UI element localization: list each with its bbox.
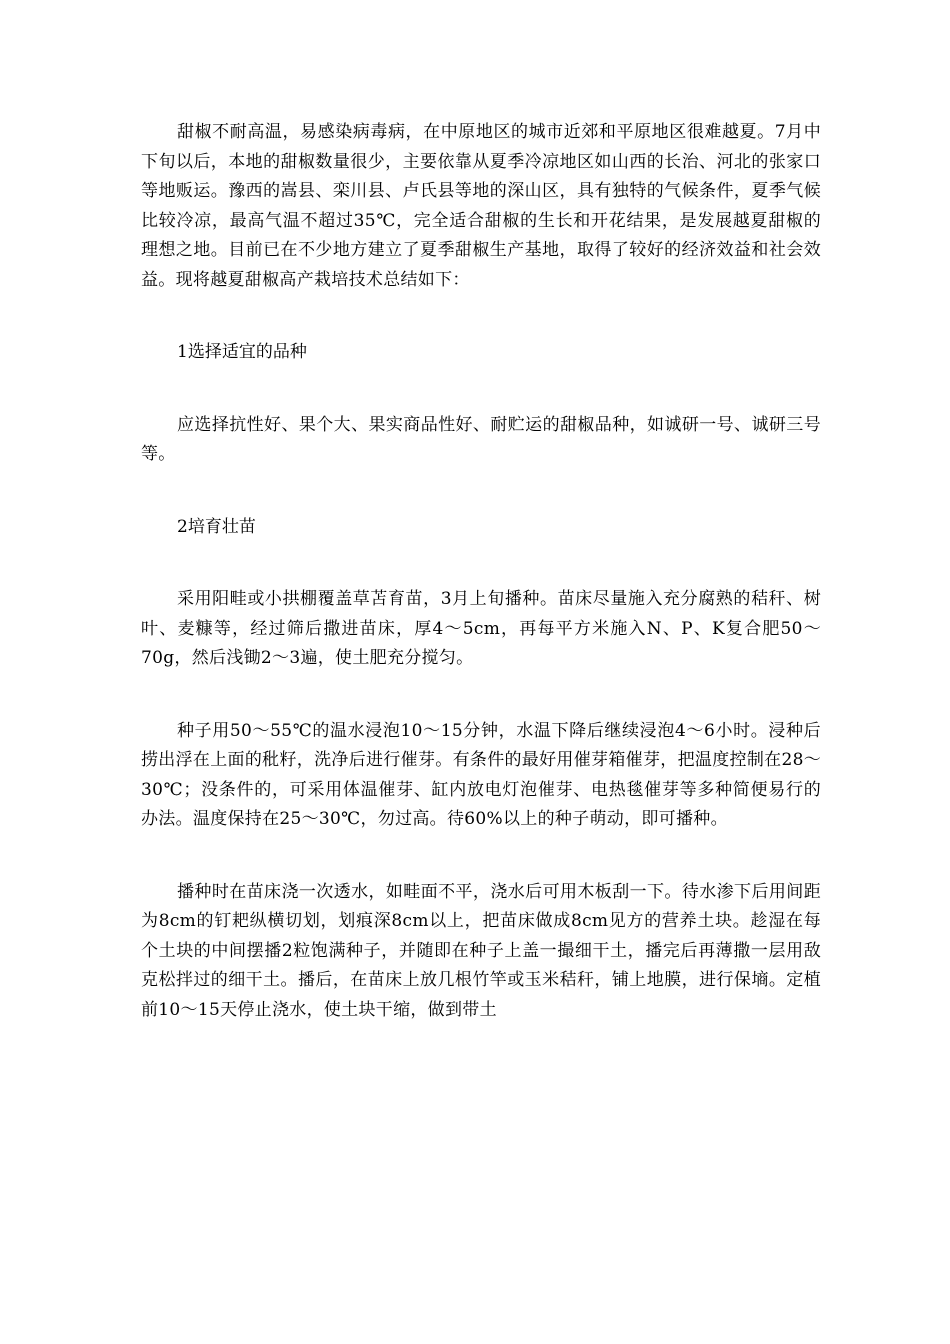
sowing-paragraph: 播种时在苗床浇一次透水，如畦面不平，浇水后可用木板刮一下。待水渗下后用间距为8cm的钉耙纵横切划，划痕深8cm以上，把苗床做成8cm见方的营养土块。趁湿在每个土块的中间摆播2粒饱满种子，并随即在种子上盖一撮细干土，播完后再薄撒一层用敌克松拌过的细干土。播后，在苗床上放几根竹竿或玉米秸秆，铺上地膜，进行保墒。定植前10～15天停止浇水，使土块干缩，做到带土 bbox=[141, 881, 821, 1020]
variety-paragraph: 应选择抗性好、果个大、果实商品性好、耐贮运的甜椒品种，如诚研一号、诚研三号等。 bbox=[141, 414, 821, 464]
section-heading-1: 1选择适宜的品种 bbox=[177, 342, 307, 362]
section-heading-2: 2培育壮苗 bbox=[177, 516, 256, 537]
document-body bbox=[141, 118, 821, 1025]
intro-paragraph: 甜椒不耐高温，易感染病毒病，在中原地区的城市近郊和平原地区很难越夏。7月中下旬以后，本地的甜椒数量很少，主要依靠从夏季冷凉地区如山西的长治、河北的张家口等地贩运。豫西的嵩县、栾川县、卢氏县等地的深山区，具有独特的气候条件，夏季气候比较冷凉，最高气温不超过35℃，完全适合甜椒的生长和开花结果，是发展越夏甜椒的理想之地。目前已在不少地方建立了夏季甜椒生产基地，取得了较好的经济效益和社会效益。现将越夏甜椒高产栽培技术总结如下： bbox=[141, 122, 821, 290]
seed-soaking-paragraph: 种子用50～55℃的温水浸泡10～15分钟，水温下降后继续浸泡4～6小时。浸种后捞出浮在上面的秕籽，洗净后进行催芽。有条件的最好用催芽箱催芽，把温度控制在28～30℃；没条件的，可采用体温催芽、缸内放电灯泡催芽、电热毯催芽等多种简便易行的办法。温度保持在25～30℃，勿过高。待60%以上的种子萌动，即可播种。 bbox=[141, 720, 821, 829]
seedbed-paragraph: 采用阳畦或小拱棚覆盖草苫育苗，3月上旬播种。苗床尽量施入充分腐熟的秸秆、树叶、麦糠等，经过筛后撒进苗床，厚4～5cm，再每平方米施入N、P、K复合肥50～70g，然后浅锄2～3遍，使土肥充分搅匀。 bbox=[141, 589, 821, 668]
